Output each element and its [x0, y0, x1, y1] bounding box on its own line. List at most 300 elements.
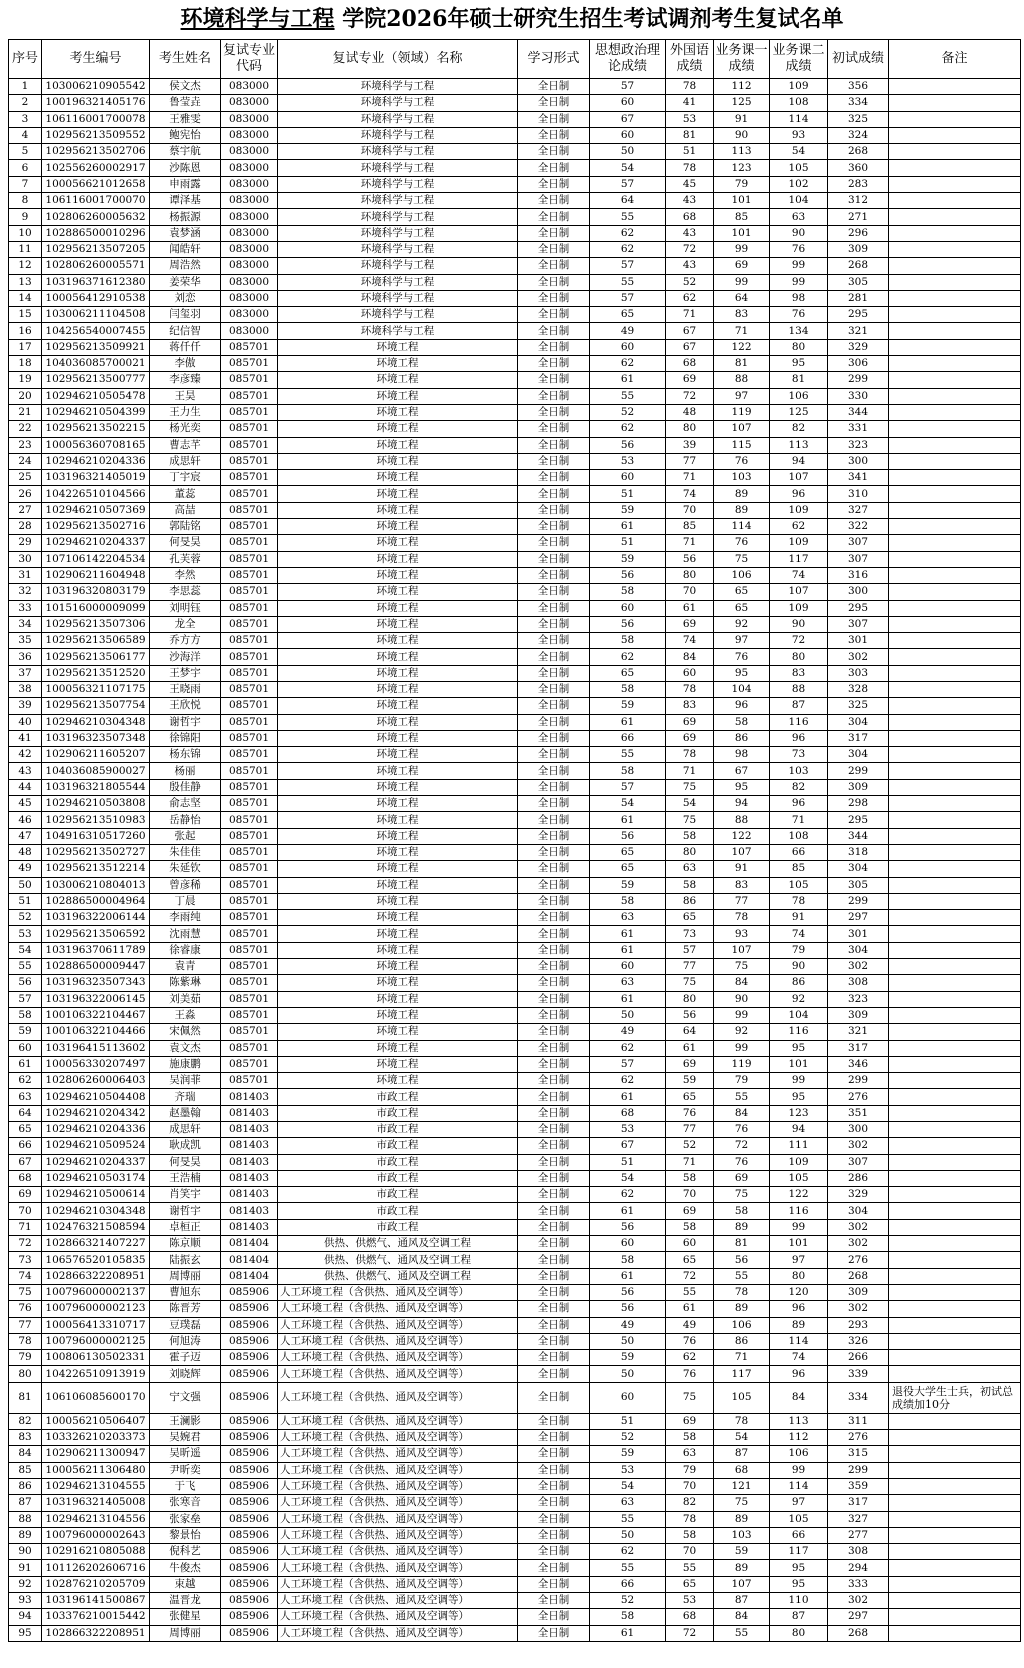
cell-major-code: 085701 — [221, 796, 278, 812]
cell-total: 324 — [828, 127, 889, 143]
cell-seq: 50 — [9, 877, 42, 893]
cell-major-code: 085701 — [221, 356, 278, 372]
cell-major-code: 083000 — [221, 241, 278, 257]
cell-total: 304 — [828, 714, 889, 730]
cell-politics: 59 — [590, 877, 666, 893]
cell-seq: 66 — [9, 1138, 42, 1154]
cell-total: 309 — [828, 1007, 889, 1023]
cell-total: 297 — [828, 910, 889, 926]
cell-study-mode: 全日制 — [518, 698, 590, 714]
cell-major-code: 085701 — [221, 861, 278, 877]
cell-total: 309 — [828, 1284, 889, 1300]
cell-candidate-id: 102946213104555 — [42, 1478, 150, 1494]
cell-candidate-id: 103196370611789 — [42, 942, 150, 958]
table-row — [9, 193, 1021, 209]
cell-subject-1: 105 — [714, 1382, 770, 1413]
cell-foreign-language: 83 — [666, 698, 714, 714]
cell-study-mode: 全日制 — [518, 1576, 590, 1592]
cell-subject-1: 104 — [714, 681, 770, 697]
cell-foreign-language: 56 — [666, 551, 714, 567]
cell-candidate-id: 101516000009099 — [42, 600, 150, 616]
cell-politics: 59 — [590, 1446, 666, 1462]
cell-candidate-id: 106116001700078 — [42, 111, 150, 127]
cell-total: 339 — [828, 1366, 889, 1382]
cell-name: 牛俊杰 — [150, 1560, 221, 1576]
cell-major-code: 081404 — [221, 1236, 278, 1252]
cell-study-mode: 全日制 — [518, 127, 590, 143]
cell-seq: 92 — [9, 1576, 42, 1592]
cell-subject-2: 91 — [770, 910, 828, 926]
cell-seq: 10 — [9, 225, 42, 241]
cell-name: 丁晨 — [150, 893, 221, 909]
cell-remarks — [889, 307, 1021, 323]
cell-foreign-language: 82 — [666, 1495, 714, 1511]
cell-politics: 54 — [590, 796, 666, 812]
cell-major-name: 供热、供燃气、通风及空调工程 — [278, 1268, 518, 1284]
cell-study-mode: 全日制 — [518, 877, 590, 893]
cell-total: 330 — [828, 388, 889, 404]
col-header-major-name: 复试专业（领域）名称 — [278, 40, 518, 79]
cell-subject-2: 114 — [770, 111, 828, 127]
cell-name: 束越 — [150, 1576, 221, 1592]
cell-foreign-language: 55 — [666, 1560, 714, 1576]
cell-foreign-language: 71 — [666, 307, 714, 323]
cell-politics: 54 — [590, 1170, 666, 1186]
cell-major-name: 环境工程 — [278, 796, 518, 812]
cell-total: 359 — [828, 1478, 889, 1494]
cell-remarks — [889, 388, 1021, 404]
cell-candidate-id: 107106142204534 — [42, 551, 150, 567]
cell-foreign-language: 65 — [666, 1252, 714, 1268]
cell-total: 333 — [828, 1576, 889, 1592]
cell-major-code: 085906 — [221, 1446, 278, 1462]
cell-major-name: 环境科学与工程 — [278, 274, 518, 290]
cell-name: 纪信智 — [150, 323, 221, 339]
cell-major-name: 环境工程 — [278, 714, 518, 730]
cell-subject-1: 72 — [714, 1138, 770, 1154]
cell-total: 307 — [828, 616, 889, 632]
cell-candidate-id: 104916310517260 — [42, 828, 150, 844]
cell-seq: 77 — [9, 1317, 42, 1333]
cell-foreign-language: 55 — [666, 1284, 714, 1300]
cell-seq: 11 — [9, 241, 42, 257]
table-row — [9, 1544, 1021, 1560]
cell-subject-2: 73 — [770, 747, 828, 763]
table-row — [9, 535, 1021, 551]
cell-subject-2: 93 — [770, 127, 828, 143]
cell-remarks — [889, 1317, 1021, 1333]
cell-major-name: 环境工程 — [278, 1024, 518, 1040]
cell-name: 耿成凯 — [150, 1138, 221, 1154]
cell-name: 袁青 — [150, 959, 221, 975]
cell-study-mode: 全日制 — [518, 1056, 590, 1072]
cell-subject-2: 76 — [770, 241, 828, 257]
cell-major-code: 085701 — [221, 926, 278, 942]
cell-candidate-id: 102946210503808 — [42, 796, 150, 812]
cell-politics: 57 — [590, 79, 666, 95]
cell-study-mode: 全日制 — [518, 1544, 590, 1560]
cell-study-mode: 全日制 — [518, 470, 590, 486]
cell-politics: 61 — [590, 942, 666, 958]
cell-seq: 90 — [9, 1544, 42, 1560]
cell-total: 310 — [828, 486, 889, 502]
cell-study-mode: 全日制 — [518, 1462, 590, 1478]
cell-study-mode: 全日制 — [518, 323, 590, 339]
cell-name: 徐睿康 — [150, 942, 221, 958]
cell-study-mode: 全日制 — [518, 1170, 590, 1186]
table-row — [9, 1301, 1021, 1317]
cell-major-name: 市政工程 — [278, 1105, 518, 1121]
cell-politics: 57 — [590, 1056, 666, 1072]
cell-candidate-id: 103326210203373 — [42, 1430, 150, 1446]
cell-foreign-language: 69 — [666, 372, 714, 388]
cell-total: 271 — [828, 209, 889, 225]
cell-subject-1: 97 — [714, 633, 770, 649]
cell-seq: 61 — [9, 1056, 42, 1072]
table-row — [9, 1350, 1021, 1366]
cell-total: 356 — [828, 79, 889, 95]
cell-candidate-id: 102946210504399 — [42, 404, 150, 420]
table-row — [9, 1560, 1021, 1576]
cell-major-code: 083000 — [221, 225, 278, 241]
cell-major-code: 085701 — [221, 812, 278, 828]
cell-total: 302 — [828, 1236, 889, 1252]
cell-seq: 21 — [9, 404, 42, 420]
cell-subject-1: 93 — [714, 926, 770, 942]
cell-subject-2: 120 — [770, 1284, 828, 1300]
cell-subject-2: 101 — [770, 1056, 828, 1072]
cell-foreign-language: 59 — [666, 1073, 714, 1089]
cell-major-name: 环境工程 — [278, 975, 518, 991]
cell-subject-1: 97 — [714, 388, 770, 404]
cell-total: 302 — [828, 1593, 889, 1609]
cell-total: 302 — [828, 1138, 889, 1154]
cell-seq: 34 — [9, 616, 42, 632]
table-row — [9, 209, 1021, 225]
cell-name: 沙陈恩 — [150, 160, 221, 176]
table-row — [9, 1219, 1021, 1235]
cell-total: 309 — [828, 241, 889, 257]
cell-subject-2: 109 — [770, 535, 828, 551]
cell-remarks — [889, 1170, 1021, 1186]
cell-subject-2: 105 — [770, 1511, 828, 1527]
table-row — [9, 1138, 1021, 1154]
cell-candidate-id: 104226510913919 — [42, 1366, 150, 1382]
cell-major-name: 环境工程 — [278, 747, 518, 763]
cell-subject-2: 66 — [770, 1527, 828, 1543]
cell-remarks — [889, 1333, 1021, 1349]
cell-name: 朱延钦 — [150, 861, 221, 877]
col-header-total: 初试成绩 — [828, 40, 889, 79]
cell-name: 豆璞磊 — [150, 1317, 221, 1333]
cell-remarks — [889, 1413, 1021, 1429]
cell-candidate-id: 102946210500614 — [42, 1187, 150, 1203]
cell-study-mode: 全日制 — [518, 486, 590, 502]
cell-subject-1: 107 — [714, 844, 770, 860]
cell-seq: 42 — [9, 747, 42, 763]
cell-foreign-language: 61 — [666, 600, 714, 616]
cell-seq: 33 — [9, 600, 42, 616]
cell-subject-2: 66 — [770, 844, 828, 860]
cell-subject-1: 55 — [714, 1268, 770, 1284]
cell-remarks — [889, 649, 1021, 665]
table-row — [9, 942, 1021, 958]
table-row — [9, 714, 1021, 730]
cell-subject-1: 91 — [714, 111, 770, 127]
cell-study-mode: 全日制 — [518, 600, 590, 616]
cell-foreign-language: 69 — [666, 1056, 714, 1072]
cell-major-name: 环境工程 — [278, 861, 518, 877]
cell-politics: 51 — [590, 1154, 666, 1170]
cell-politics: 58 — [590, 763, 666, 779]
cell-name: 成思轩 — [150, 1122, 221, 1138]
table-row — [9, 1105, 1021, 1121]
cell-major-name: 环境科学与工程 — [278, 160, 518, 176]
cell-subject-1: 75 — [714, 1187, 770, 1203]
cell-total: 305 — [828, 877, 889, 893]
cell-subject-1: 89 — [714, 502, 770, 518]
cell-name: 陆振玄 — [150, 1252, 221, 1268]
cell-subject-1: 67 — [714, 763, 770, 779]
col-header-subject-1: 业务课一成绩 — [714, 40, 770, 79]
cell-seq: 55 — [9, 959, 42, 975]
cell-name: 赵墨翰 — [150, 1105, 221, 1121]
cell-candidate-id: 102886500009447 — [42, 959, 150, 975]
cell-total: 308 — [828, 975, 889, 991]
cell-major-code: 085701 — [221, 665, 278, 681]
cell-subject-2: 101 — [770, 1236, 828, 1252]
cell-subject-2: 74 — [770, 926, 828, 942]
cell-remarks — [889, 1350, 1021, 1366]
cell-foreign-language: 45 — [666, 176, 714, 192]
cell-seq: 95 — [9, 1625, 42, 1641]
cell-name: 徐锦阳 — [150, 730, 221, 746]
cell-study-mode: 全日制 — [518, 1413, 590, 1429]
cell-major-code: 085701 — [221, 519, 278, 535]
cell-name: 周浩然 — [150, 258, 221, 274]
table-row — [9, 258, 1021, 274]
cell-study-mode: 全日制 — [518, 1089, 590, 1105]
cell-study-mode: 全日制 — [518, 959, 590, 975]
cell-major-name: 环境工程 — [278, 942, 518, 958]
cell-major-name: 人工环境工程（含供热、通风及空调等） — [278, 1413, 518, 1429]
cell-seq: 93 — [9, 1593, 42, 1609]
cell-subject-1: 81 — [714, 356, 770, 372]
cell-seq: 27 — [9, 502, 42, 518]
cell-foreign-language: 68 — [666, 1609, 714, 1625]
cell-candidate-id: 102946210504408 — [42, 1089, 150, 1105]
cell-name: 周博丽 — [150, 1625, 221, 1641]
cell-total: 328 — [828, 681, 889, 697]
cell-seq: 49 — [9, 861, 42, 877]
cell-study-mode: 全日制 — [518, 1105, 590, 1121]
cell-politics: 65 — [590, 665, 666, 681]
cell-candidate-id: 102956213507306 — [42, 616, 150, 632]
cell-study-mode: 全日制 — [518, 991, 590, 1007]
cell-subject-1: 112 — [714, 79, 770, 95]
cell-remarks — [889, 502, 1021, 518]
cell-study-mode: 全日制 — [518, 1154, 590, 1170]
cell-candidate-id: 102956213500777 — [42, 372, 150, 388]
cell-major-name: 环境工程 — [278, 1056, 518, 1072]
cell-politics: 59 — [590, 698, 666, 714]
cell-subject-2: 116 — [770, 1024, 828, 1040]
col-header-seq: 序号 — [9, 40, 42, 79]
cell-study-mode: 全日制 — [518, 763, 590, 779]
cell-politics: 53 — [590, 1122, 666, 1138]
cell-seq: 65 — [9, 1122, 42, 1138]
cell-major-name: 环境科学与工程 — [278, 111, 518, 127]
cell-subject-2: 104 — [770, 193, 828, 209]
table-row — [9, 681, 1021, 697]
cell-seq: 24 — [9, 453, 42, 469]
cell-seq: 4 — [9, 127, 42, 143]
cell-major-name: 环境科学与工程 — [278, 307, 518, 323]
cell-politics: 60 — [590, 127, 666, 143]
cell-major-name: 人工环境工程（含供热、通风及空调等） — [278, 1284, 518, 1300]
cell-subject-2: 87 — [770, 698, 828, 714]
cell-major-code: 083000 — [221, 144, 278, 160]
cell-politics: 60 — [590, 470, 666, 486]
cell-major-code: 085906 — [221, 1544, 278, 1560]
cell-remarks — [889, 1105, 1021, 1121]
cell-remarks — [889, 942, 1021, 958]
cell-candidate-id: 102956213506177 — [42, 649, 150, 665]
cell-seq: 76 — [9, 1301, 42, 1317]
cell-foreign-language: 71 — [666, 1154, 714, 1170]
cell-name: 闻皓轩 — [150, 241, 221, 257]
cell-subject-1: 55 — [714, 1625, 770, 1641]
cell-name: 朱佳佳 — [150, 844, 221, 860]
cell-seq: 88 — [9, 1511, 42, 1527]
table-row — [9, 1625, 1021, 1641]
cell-politics: 51 — [590, 535, 666, 551]
cell-subject-1: 107 — [714, 942, 770, 958]
cell-major-name: 环境工程 — [278, 421, 518, 437]
cell-major-code: 083000 — [221, 258, 278, 274]
cell-politics: 57 — [590, 176, 666, 192]
cell-remarks — [889, 404, 1021, 420]
cell-seq: 18 — [9, 356, 42, 372]
cell-subject-2: 114 — [770, 1478, 828, 1494]
cell-total: 293 — [828, 1317, 889, 1333]
col-header-subject-2: 业务课二成绩 — [770, 40, 828, 79]
cell-subject-1: 103 — [714, 1527, 770, 1543]
cell-politics: 49 — [590, 1317, 666, 1333]
cell-major-name: 市政工程 — [278, 1203, 518, 1219]
table-row — [9, 649, 1021, 665]
cell-subject-1: 96 — [714, 698, 770, 714]
cell-subject-2: 74 — [770, 567, 828, 583]
cell-politics: 50 — [590, 1527, 666, 1543]
cell-remarks — [889, 160, 1021, 176]
cell-foreign-language: 72 — [666, 388, 714, 404]
cell-study-mode: 全日制 — [518, 1382, 590, 1413]
cell-name: 龙全 — [150, 616, 221, 632]
table-row — [9, 959, 1021, 975]
cell-major-name: 环境工程 — [278, 388, 518, 404]
cell-major-name: 环境工程 — [278, 665, 518, 681]
cell-remarks — [889, 274, 1021, 290]
cell-total: 266 — [828, 1350, 889, 1366]
cell-subject-1: 95 — [714, 665, 770, 681]
cell-seq: 5 — [9, 144, 42, 160]
cell-politics: 61 — [590, 519, 666, 535]
cell-major-code: 085906 — [221, 1609, 278, 1625]
cell-subject-2: 107 — [770, 470, 828, 486]
cell-major-name: 环境工程 — [278, 649, 518, 665]
cell-subject-2: 89 — [770, 1317, 828, 1333]
cell-major-code: 085701 — [221, 437, 278, 453]
cell-major-code: 085701 — [221, 1040, 278, 1056]
cell-politics: 50 — [590, 1333, 666, 1349]
cell-major-name: 环境工程 — [278, 681, 518, 697]
cell-major-code: 083000 — [221, 95, 278, 111]
cell-name: 何旻昊 — [150, 535, 221, 551]
cell-foreign-language: 64 — [666, 1024, 714, 1040]
cell-foreign-language: 70 — [666, 584, 714, 600]
cell-study-mode: 全日制 — [518, 1236, 590, 1252]
cell-total: 334 — [828, 95, 889, 111]
cell-total: 295 — [828, 812, 889, 828]
cell-remarks — [889, 1056, 1021, 1072]
cell-major-name: 供热、供燃气、通风及空调工程 — [278, 1252, 518, 1268]
cell-subject-1: 76 — [714, 1154, 770, 1170]
cell-foreign-language: 76 — [666, 1366, 714, 1382]
cell-remarks — [889, 1560, 1021, 1576]
cell-foreign-language: 60 — [666, 665, 714, 681]
cell-major-name: 人工环境工程（含供热、通风及空调等） — [278, 1527, 518, 1543]
cell-foreign-language: 84 — [666, 649, 714, 665]
document-title — [0, 4, 1024, 34]
cell-total: 300 — [828, 584, 889, 600]
cell-subject-2: 106 — [770, 1446, 828, 1462]
cell-name: 沙海洋 — [150, 649, 221, 665]
cell-major-code: 085701 — [221, 453, 278, 469]
cell-remarks — [889, 95, 1021, 111]
cell-foreign-language: 74 — [666, 633, 714, 649]
cell-candidate-id: 102956213506589 — [42, 633, 150, 649]
cell-candidate-id: 102476321508594 — [42, 1219, 150, 1235]
col-header-study-mode: 学习形式 — [518, 40, 590, 79]
cell-seq: 79 — [9, 1350, 42, 1366]
cell-total: 304 — [828, 942, 889, 958]
table-row — [9, 176, 1021, 192]
cell-study-mode: 全日制 — [518, 339, 590, 355]
cell-major-code: 081403 — [221, 1170, 278, 1186]
cell-study-mode: 全日制 — [518, 1560, 590, 1576]
cell-major-name: 人工环境工程（含供热、通风及空调等） — [278, 1625, 518, 1641]
cell-foreign-language: 56 — [666, 1007, 714, 1023]
cell-remarks — [889, 1040, 1021, 1056]
cell-candidate-id: 100056211306480 — [42, 1462, 150, 1478]
department-name: 环境科学与工程 — [180, 6, 335, 32]
cell-politics: 61 — [590, 372, 666, 388]
cell-politics: 61 — [590, 1089, 666, 1105]
cell-study-mode: 全日制 — [518, 1625, 590, 1641]
cell-subject-2: 117 — [770, 551, 828, 567]
cell-major-name: 人工环境工程（含供热、通风及空调等） — [278, 1301, 518, 1317]
cell-subject-2: 96 — [770, 1366, 828, 1382]
cell-remarks — [889, 79, 1021, 95]
cell-foreign-language: 77 — [666, 453, 714, 469]
cell-subject-1: 86 — [714, 1333, 770, 1349]
cell-study-mode: 全日制 — [518, 1350, 590, 1366]
cell-total: 326 — [828, 1333, 889, 1349]
table-row — [9, 1268, 1021, 1284]
cell-major-name: 环境工程 — [278, 535, 518, 551]
cell-foreign-language: 53 — [666, 1593, 714, 1609]
